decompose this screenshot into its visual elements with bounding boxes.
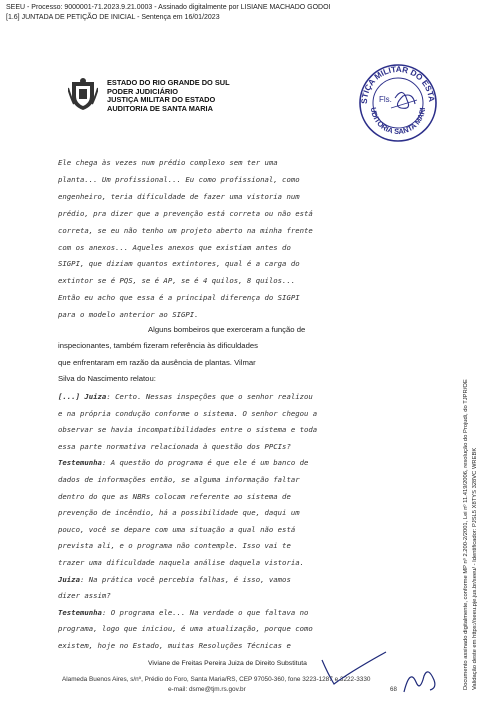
dialogue-line: pouco, você se depare com uma situação a qual não está xyxy=(58,524,296,534)
quote-1-line: prédio, pra dizer que a prevenção está correta ou não está xyxy=(58,208,313,218)
signature-check-mark xyxy=(320,650,390,694)
side-signature-note-1: Documento assinado digitalmente, conforme MP nº 2.200-2/2001, Lei nº 11.419/2006, resolução do Projudi, do TJPR/OE xyxy=(463,379,469,690)
body-line: inspecionantes, também fizeram referência às dificuldades xyxy=(58,341,258,351)
quote-1-line: correta, se eu não tenho um projeto aberto na minha frente xyxy=(58,225,313,235)
page-number: 68 xyxy=(390,686,397,693)
stamp-bottom-text: UDITORIA SANTA MARI xyxy=(368,106,428,137)
testimony-quote-2 xyxy=(58,389,317,655)
dialogue-line: [...] Juiza: Certo. Nessas inspeções que o senhor realizou xyxy=(58,392,313,401)
signature-caption: Viviane de Freitas Pereira Juiza de Direito Substituta xyxy=(148,660,307,667)
dialogue-line: essa parte normativa relacionada à questão dos PPCIs? xyxy=(58,441,291,451)
testimony-quote-1 xyxy=(58,155,313,324)
quote-1-line: planta... Um profissional... Eu como profissional, como xyxy=(58,174,300,184)
quote-1-line: engenheiro, teria dificuldade de fazer uma vistoria num xyxy=(58,191,300,201)
dialogue-line: existem, hoje no Estado, muitas Resoluções Técnicas e xyxy=(58,640,291,650)
dialogue-line: prevista ali, e o programa não contemple. Isso vai te xyxy=(58,541,291,551)
quote-1-line: extintor se é PQS, se é AP, se é 4 quilos, 8 quilos... xyxy=(58,276,296,286)
dialogue-line: trazer uma dificuldade naquela análise daquela vistoria. xyxy=(58,557,305,567)
dialogue-line: Testemunha: O programa ele... Na verdade o que faltava no xyxy=(58,607,309,617)
footer-email: e-mail: dsme@tjm.rs.gov.br xyxy=(168,686,246,693)
dialogue-line: dentro do que as NBRs colocam referente ao sistema de xyxy=(58,491,291,501)
quote-1-line: com os anexos... Aqueles anexos que existiam antes do xyxy=(58,242,291,252)
stamp-top-text: STIÇA MILITAR DO ESTA xyxy=(359,64,437,105)
body-paragraph xyxy=(58,322,305,387)
quote-1-line: para o modelo anterior ao SIGPI. xyxy=(58,310,199,320)
dialogue-line: prevenção de incêndio, há a possibilidade que, daqui um xyxy=(58,508,300,518)
body-line: Silva do Nascimento relatou: xyxy=(58,373,156,383)
org-state: ESTADO DO RIO GRANDE DO SUL xyxy=(107,78,230,87)
quote-1-line: Ele chega às vezes num prédio complexo sem ter uma xyxy=(58,158,278,167)
svg-text:JUSTIÇA MILITAR DO ESTADO xyxy=(357,62,436,104)
body-line: Alguns bombeiros que exerceram a função de xyxy=(148,325,306,334)
body-line: que enfrentaram em razão da ausência de plantas. Vilmar xyxy=(58,357,256,367)
process-header-line-2: [1.6] JUNTADA DE PETIÇÃO DE INICIAL - Sentença em 16/01/2023 xyxy=(6,14,220,21)
footer-address: Alameda Buenos Aires, s/nº, Prédio do Foro, Santa Maria/RS, CEP 97050-360, fone 3223-1287 e 3222-3330 xyxy=(62,676,371,683)
process-header-line-1: SEEU - Processo: 9000001-71.2023.9.21.0003 - Assinado digitalmente por LISIANE MACHADO GODOI xyxy=(6,4,331,11)
coat-of-arms-icon xyxy=(68,78,98,116)
dialogue-line: observar se havia incompatibilidades entre o sistema e toda xyxy=(58,425,318,435)
dialogue-line: Testemunha: A questão do programa é que ele é um banco de xyxy=(58,458,309,468)
org-power: PODER JUDICIÁRIO xyxy=(107,86,179,96)
org-court: JUSTIÇA MILITAR DO ESTADO xyxy=(107,95,216,105)
org-auditoria: AUDITORIA DE SANTA MARIA xyxy=(107,103,213,113)
initials-signature xyxy=(400,662,440,702)
quote-1-line: SIGPI, que diziam quantos extintores, qual é a carga do xyxy=(58,259,300,269)
dialogue-line: programa, logo que iniciou, é uma atualização, porque como xyxy=(58,624,313,634)
official-stamp xyxy=(357,62,439,148)
dialogue-line: dados de informações então, se alguma informação faltar xyxy=(58,474,300,484)
stamp-fls-label: Fls. xyxy=(379,95,392,104)
dialogue-line: dizer assim? xyxy=(58,591,111,601)
dialogue-line: Juiza: Na prática você percebia falhas, é isso, vamos xyxy=(58,574,291,584)
dialogue-line: e na própria condução conforme o sistema. O senhor chegou a xyxy=(58,408,318,418)
quote-1-line: Então eu acho que essa é a principal diferença do SIGPI xyxy=(58,293,300,303)
organization-header xyxy=(107,79,230,113)
side-signature-note-2: Validação deste em https://seeu.pje.jus.br/seeu/ - Identificador: PJSL5 X8TYS 328VC WREBK xyxy=(472,447,478,690)
